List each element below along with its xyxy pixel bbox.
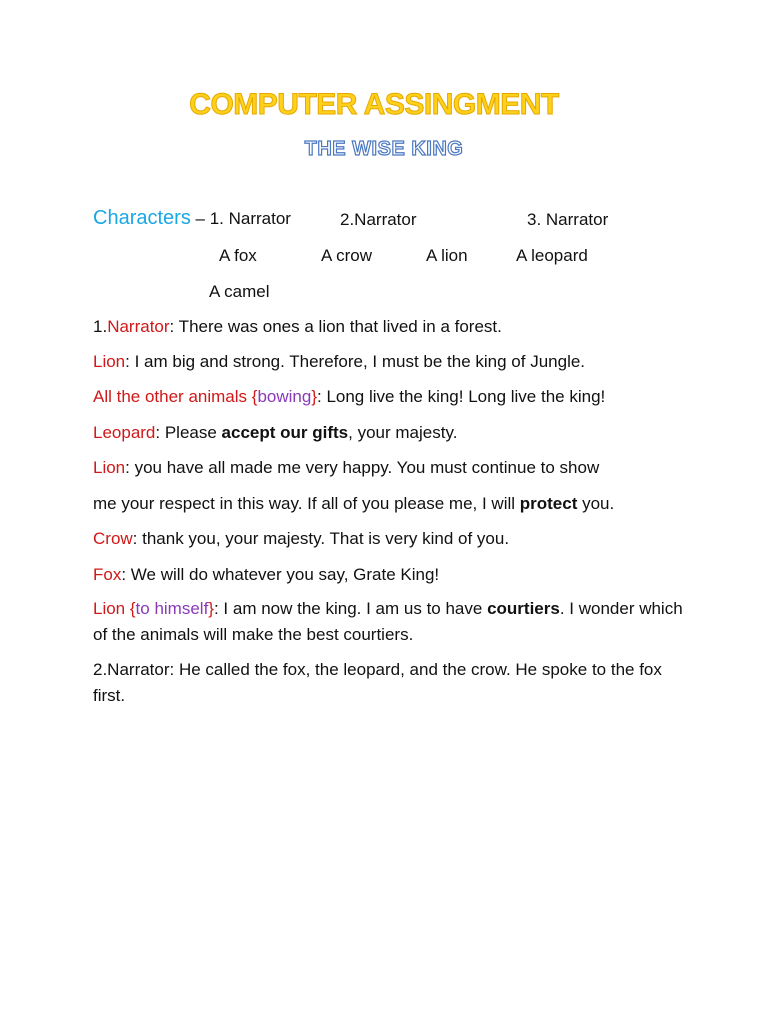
line-text: : Long live the king! Long live the king!	[317, 387, 606, 406]
narrator-paragraph: 2.Narrator: He called the fox, the leopard, and the crow. He spoke to the fox first.	[93, 660, 662, 705]
speaker-crow: Crow	[93, 529, 133, 548]
line-text: , your majesty.	[348, 423, 458, 442]
dialogue-line	[93, 422, 457, 444]
line-text: : thank you, your majesty. That is very kind of you.	[132, 529, 510, 548]
speaker-all-animals: All the other animals	[93, 387, 248, 406]
dialogue-paragraph	[93, 596, 683, 648]
characters-label: Characters	[93, 207, 191, 229]
character-narrator-3: 3. Narrator	[527, 210, 609, 229]
character-narrator-1: 1. Narrator	[209, 209, 291, 228]
line-text: : I am now the king. I am us to have	[213, 599, 488, 618]
speaker-lion: Lion	[93, 599, 126, 618]
character-camel: A camel	[209, 282, 270, 301]
bold-text: accept our gifts	[221, 423, 349, 442]
dialogue-line	[93, 351, 585, 373]
line-text: : you have all made me very happy. You must continue to show	[125, 458, 600, 477]
character-narrator-2: 2.Narrator	[340, 210, 417, 229]
character-crow: A crow	[321, 246, 373, 265]
line-text: : There was ones a lion that lived in a forest.	[169, 317, 502, 336]
bold-text: protect	[519, 494, 578, 513]
line-text: me your respect in this way. If all of you please me, I will	[93, 494, 520, 513]
dialogue-line	[93, 386, 605, 408]
stage-brace-open: {	[125, 599, 136, 618]
dialogue-line	[93, 564, 439, 586]
stage-brace-open: {	[247, 387, 258, 406]
stage-direction: bowing	[257, 387, 312, 406]
speaker-lion: Lion	[93, 458, 126, 477]
line-text: : I am big and strong. Therefore, I must be the king of Jungle.	[125, 352, 586, 371]
line-text: : We will do whatever you say, Grate King!	[121, 565, 440, 584]
line-text: . I wonder which of the animals will make the best courtiers.	[93, 599, 683, 644]
bold-text: courtiers	[487, 599, 560, 618]
speaker-leopard: Leopard	[93, 423, 156, 442]
stage-brace-close: }	[311, 387, 317, 406]
speaker-narrator: Narrator	[107, 317, 170, 336]
dialogue-line	[93, 457, 599, 479]
character-leopard: A leopard	[516, 246, 588, 265]
stage-brace-close: }	[208, 599, 214, 618]
speaker-lion: Lion	[93, 352, 126, 371]
dialogue-line	[93, 528, 509, 550]
character-lion: A lion	[426, 246, 468, 265]
speaker-fox: Fox	[93, 565, 122, 584]
line-number: 1.	[93, 317, 108, 336]
stage-direction: to himself	[135, 599, 209, 618]
dialogue-line-continuation	[93, 493, 614, 515]
character-fox: A fox	[219, 246, 257, 265]
document-title: COMPUTER ASSINGMENT	[189, 88, 559, 121]
line-text: you.	[577, 494, 615, 513]
dialogue-line	[93, 316, 502, 338]
characters-heading-row	[93, 207, 291, 230]
document-subtitle: THE WISE KING	[304, 138, 464, 160]
line-text: : Please	[155, 423, 222, 442]
characters-dash: –	[190, 209, 210, 228]
